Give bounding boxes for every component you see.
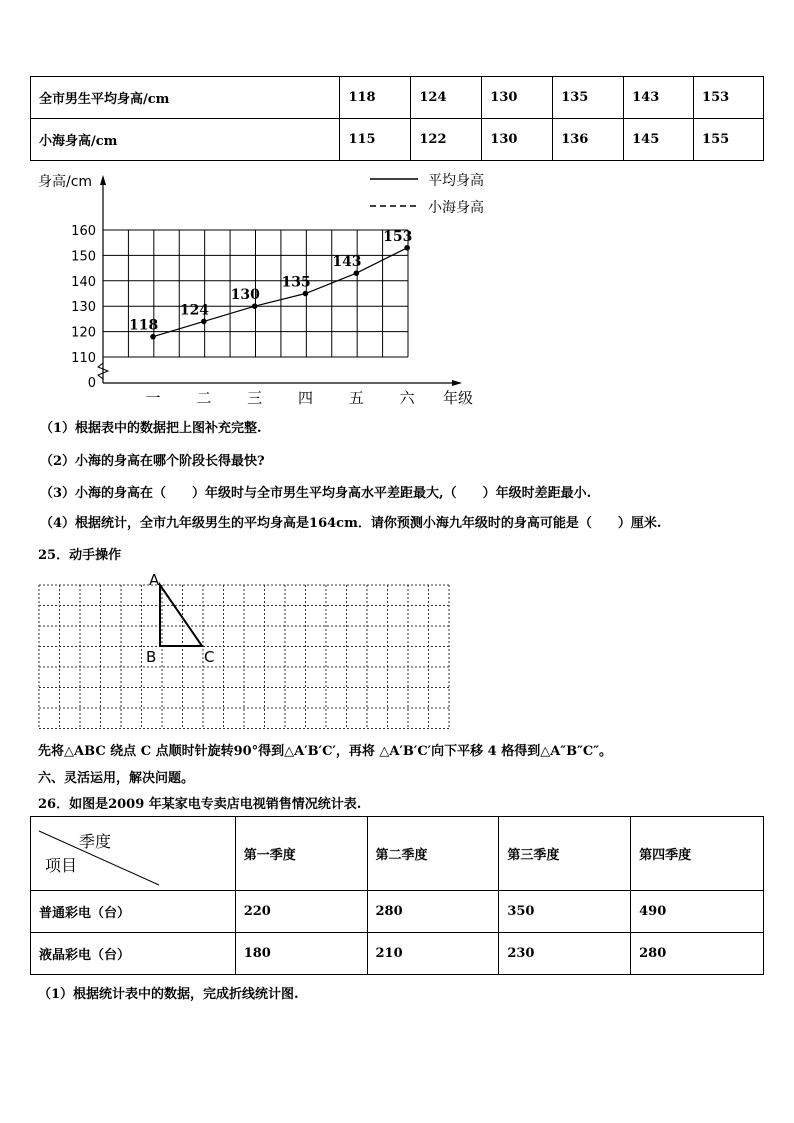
cell: 122	[411, 119, 482, 161]
question-1: （1）根据表中的数据把上图补充完整.	[40, 421, 262, 436]
section-6-title: 六、灵活运用，解决问题。	[38, 771, 195, 786]
y-tick-label: 160	[71, 224, 96, 239]
series-line-average	[153, 248, 407, 337]
question-4: （4）根据统计，全市九年级男生的平均身高是164cm．请你预测小海九年级时的身高可能是（ ）厘米.	[40, 516, 662, 531]
data-label: 143	[332, 254, 362, 271]
triangle-abc	[160, 585, 202, 646]
cell: 130	[482, 119, 553, 161]
x-axis-label: 年级	[443, 389, 474, 407]
cell: 124	[411, 77, 482, 119]
row-label: 全市男生平均身高/cm	[31, 77, 340, 119]
column-header: 第二季度	[367, 817, 499, 891]
y-tick-label: 0	[87, 376, 96, 391]
chart-marks	[129, 229, 412, 340]
x-tick-label: 二	[196, 389, 212, 407]
cell: 210	[367, 933, 499, 975]
y-tick-label: 110	[71, 351, 96, 366]
cell: 136	[553, 119, 624, 161]
header-item: 项目	[45, 856, 78, 875]
row-label: 普通彩电（台）	[31, 891, 236, 933]
x-axis-arrow	[452, 380, 462, 386]
cell: 350	[499, 891, 631, 933]
cell: 155	[694, 119, 764, 161]
cell: 153	[694, 77, 764, 119]
header-quarter: 季度	[79, 832, 112, 851]
height-line-chart	[0, 165, 520, 415]
legend-label: 平均身高	[428, 173, 484, 189]
cell: 490	[631, 891, 764, 933]
x-tick-label: 三	[247, 389, 263, 407]
column-header: 第三季度	[499, 817, 631, 891]
diagonal-header-cell	[31, 817, 236, 891]
row-label: 小海身高/cm	[31, 119, 340, 161]
section-25-title: 25．动手操作	[38, 548, 122, 563]
cell: 130	[482, 77, 553, 119]
cell: 143	[624, 77, 694, 119]
cell: 280	[367, 891, 499, 933]
vertex-a-label: A	[149, 571, 160, 589]
cell: 230	[499, 933, 631, 975]
data-point	[150, 334, 156, 340]
cell: 280	[631, 933, 764, 975]
data-label: 124	[179, 302, 210, 319]
data-point	[404, 245, 410, 251]
dotted-grid	[39, 585, 449, 729]
y-tick-label: 140	[71, 274, 96, 290]
chart-axes	[71, 175, 473, 407]
y-tick-label: 150	[71, 249, 96, 265]
data-point	[201, 319, 207, 325]
vertex-c-label: C	[204, 648, 215, 666]
row-label: 液晶彩电（台）	[31, 933, 236, 975]
cell: 220	[235, 891, 367, 933]
table-header-row	[31, 817, 764, 891]
column-header: 第一季度	[235, 817, 367, 891]
vertex-b-label: B	[146, 648, 157, 666]
y-axis-arrow	[100, 175, 106, 185]
data-label: 118	[129, 317, 159, 334]
cell: 135	[553, 77, 624, 119]
section-25-instruction: 先将△ABC 绕点 C 点顺时针旋转90°得到△A′B′C′，再将 △A′B′C′向下平移 4 格得到△A″B″C″。	[38, 744, 613, 759]
legend-label: 小海身高	[428, 200, 484, 216]
height-table	[30, 76, 764, 161]
cell: 180	[235, 933, 367, 975]
tv-sales-table	[30, 816, 764, 975]
cell: 115	[340, 119, 411, 161]
x-tick-label: 一	[145, 389, 161, 407]
table-row	[31, 891, 764, 933]
data-label: 153	[383, 228, 413, 245]
x-tick-label: 六	[399, 389, 415, 407]
table-row	[31, 119, 764, 161]
data-point	[303, 291, 309, 297]
y-tick-label: 120	[71, 325, 96, 341]
question-2: （2）小海的身高在哪个阶段长得最快?	[40, 454, 265, 469]
x-tick-label: 五	[348, 389, 364, 407]
cell: 145	[624, 119, 694, 161]
data-label: 130	[230, 287, 260, 304]
question-3: （3）小海的身高在（ ）年级时与全市男生平均身高水平差距最大,（ ）年级时差距最小.	[40, 486, 592, 501]
y-tick-label: 130	[71, 300, 96, 316]
cell: 118	[340, 77, 411, 119]
y-axis-label: 身高/cm	[38, 174, 93, 190]
dot-grid-diagram	[30, 565, 455, 735]
data-point	[252, 303, 258, 309]
table-row	[31, 933, 764, 975]
data-point	[354, 270, 360, 276]
table-row	[31, 77, 764, 119]
section-26-question-1: （1）根据统计表中的数据，完成折线统计图.	[38, 987, 299, 1002]
data-label: 135	[281, 274, 311, 291]
x-tick-label: 四	[297, 389, 314, 407]
column-header: 第四季度	[631, 817, 764, 891]
section-26-title: 26．如图是2009 年某家电专卖店电视销售情况统计表.	[38, 797, 362, 812]
